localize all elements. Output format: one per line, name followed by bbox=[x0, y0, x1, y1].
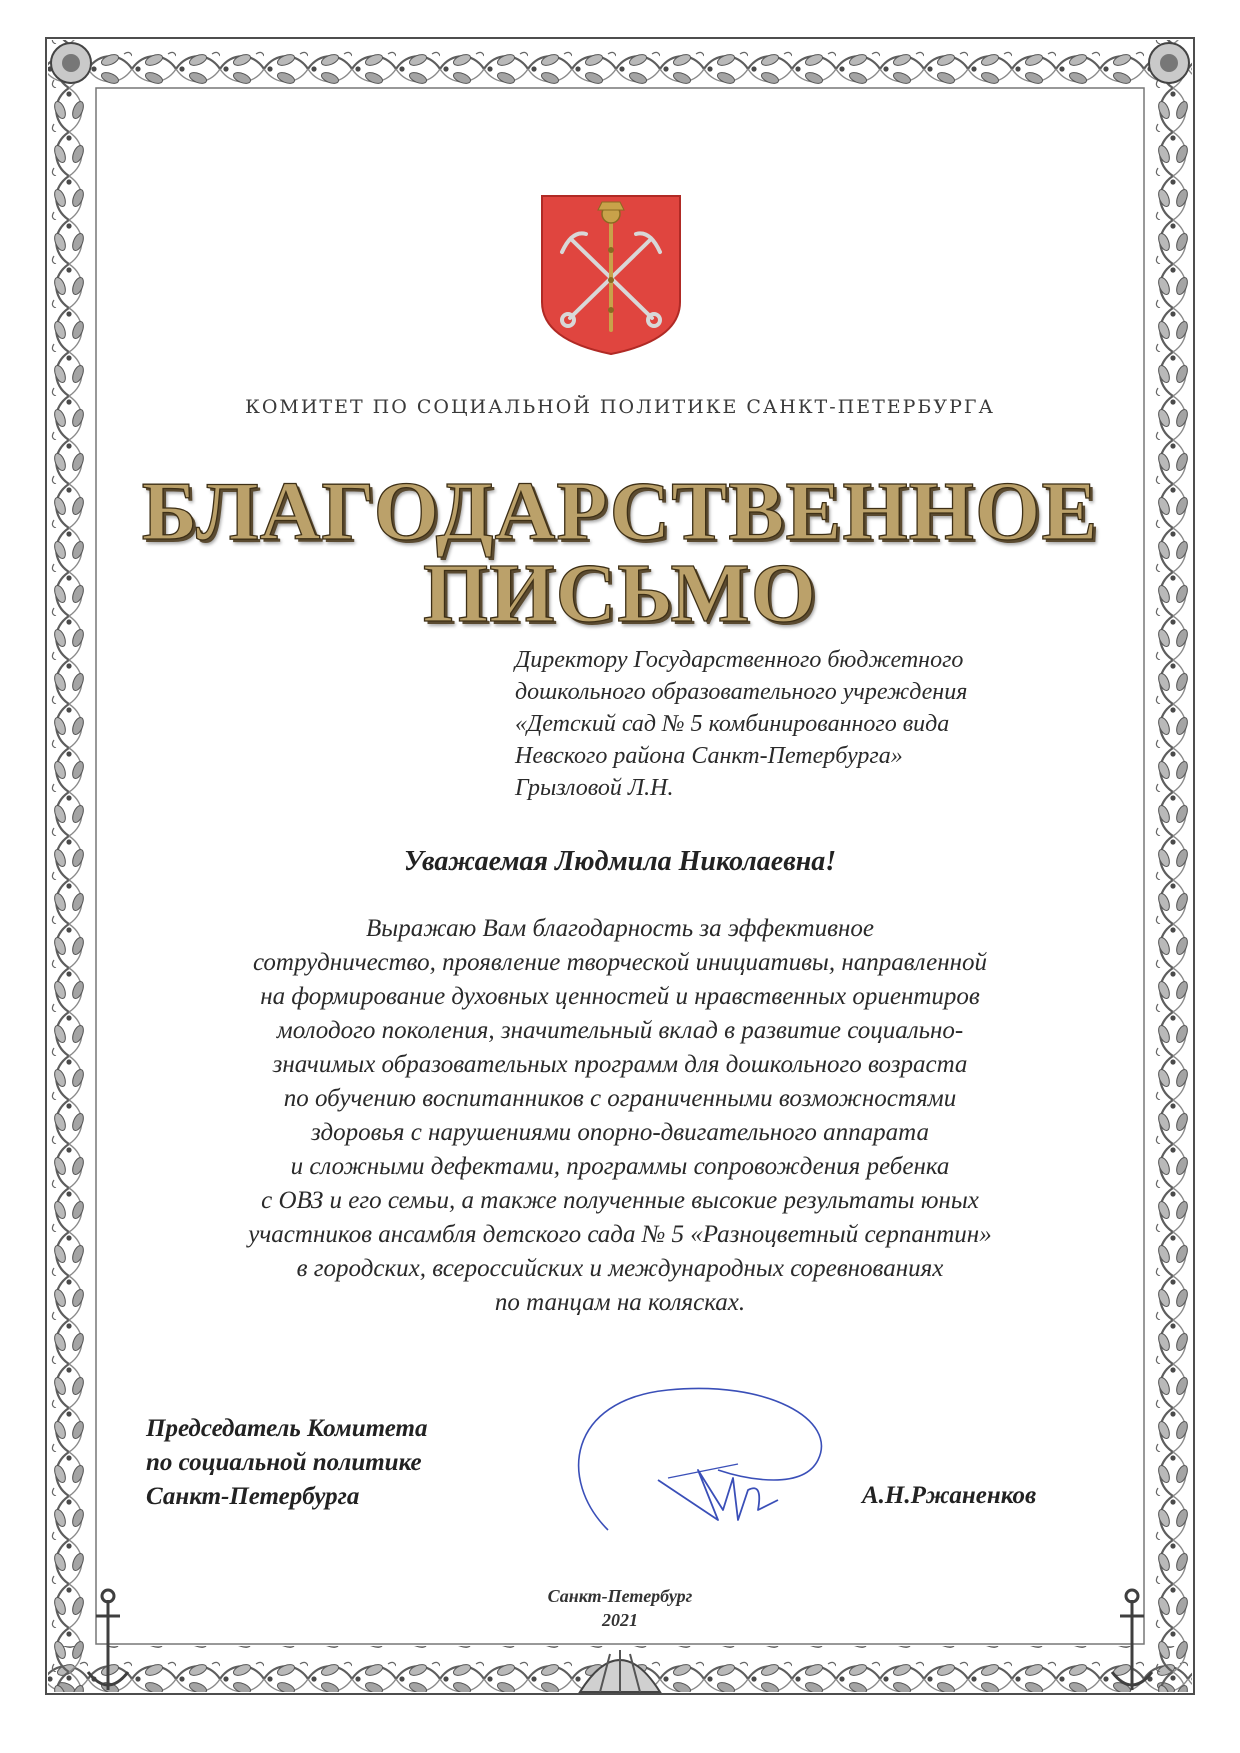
body-line: по танцам на колясках. bbox=[494, 1289, 746, 1316]
body-line: в городских, всероссийских и международных соревнованиях bbox=[296, 1255, 944, 1282]
body-line: участников ансамбля детского сада № 5 «Разноцветный серпантин» bbox=[248, 1221, 992, 1248]
body-line: значимых образовательных программ для дошкольного возраста bbox=[272, 1051, 968, 1078]
addressee-line: Грызловой Л.Н. bbox=[515, 775, 674, 801]
coat-of-arms-icon bbox=[536, 190, 686, 358]
addressee-line: Директору Государственного бюджетного bbox=[515, 647, 964, 673]
body-line: на формирование духовных ценностей и нравственных ориентиров bbox=[260, 983, 980, 1010]
body-line: молодого поколения, значительный вклад в развитие социально- bbox=[276, 1017, 964, 1044]
addressee-line: «Детский сад № 5 комбинированного вида bbox=[515, 711, 950, 737]
signer-position-line: Санкт-Петербурга bbox=[146, 1483, 360, 1510]
addressee-line: дошкольного образовательного учреждения bbox=[515, 679, 968, 705]
place-and-year bbox=[0, 1584, 1240, 1632]
body-line: здоровья с нарушениями опорно-двигательного аппарата bbox=[311, 1119, 929, 1146]
greeting: Уважаемая Людмила Николаевна! bbox=[403, 846, 837, 877]
body-line: и сложными дефектами, программы сопровождения ребенка bbox=[290, 1153, 950, 1180]
letter-title-line-2: ПИСЬМО bbox=[422, 547, 818, 640]
addressee-block bbox=[515, 644, 1115, 804]
body-line: с ОВЗ и его семьи, а также полученные высокие результаты юных bbox=[261, 1187, 979, 1214]
place-city: Санкт-Петербург bbox=[547, 1586, 693, 1606]
committee-name: КОМИТЕТ ПО СОЦИАЛЬНОЙ ПОЛИТИКЕ САНКТ-ПЕТЕРБУРГА bbox=[245, 396, 995, 418]
signer-name: А.Н.Ржаненков bbox=[862, 1482, 1037, 1509]
letter-body bbox=[130, 912, 1110, 1320]
body-line: сотрудничество, проявление творческой инициативы, направленной bbox=[252, 949, 988, 976]
body-line: Выражаю Вам благодарность за эффективное bbox=[366, 915, 874, 942]
signer-position-line: Председатель Комитета bbox=[146, 1415, 428, 1442]
signer-position bbox=[146, 1412, 427, 1514]
handwritten-signature bbox=[548, 1360, 848, 1560]
addressee-line: Невского района Санкт-Петербурга» bbox=[515, 743, 903, 769]
letter-title-line-1: БЛАГОДАРСТВЕННОЕ bbox=[141, 465, 1099, 558]
place-year: 2021 bbox=[602, 1610, 638, 1630]
signer-position-line: по социальной политике bbox=[146, 1449, 422, 1476]
body-line: по обучению воспитанников с ограниченными возможностями bbox=[283, 1085, 957, 1112]
